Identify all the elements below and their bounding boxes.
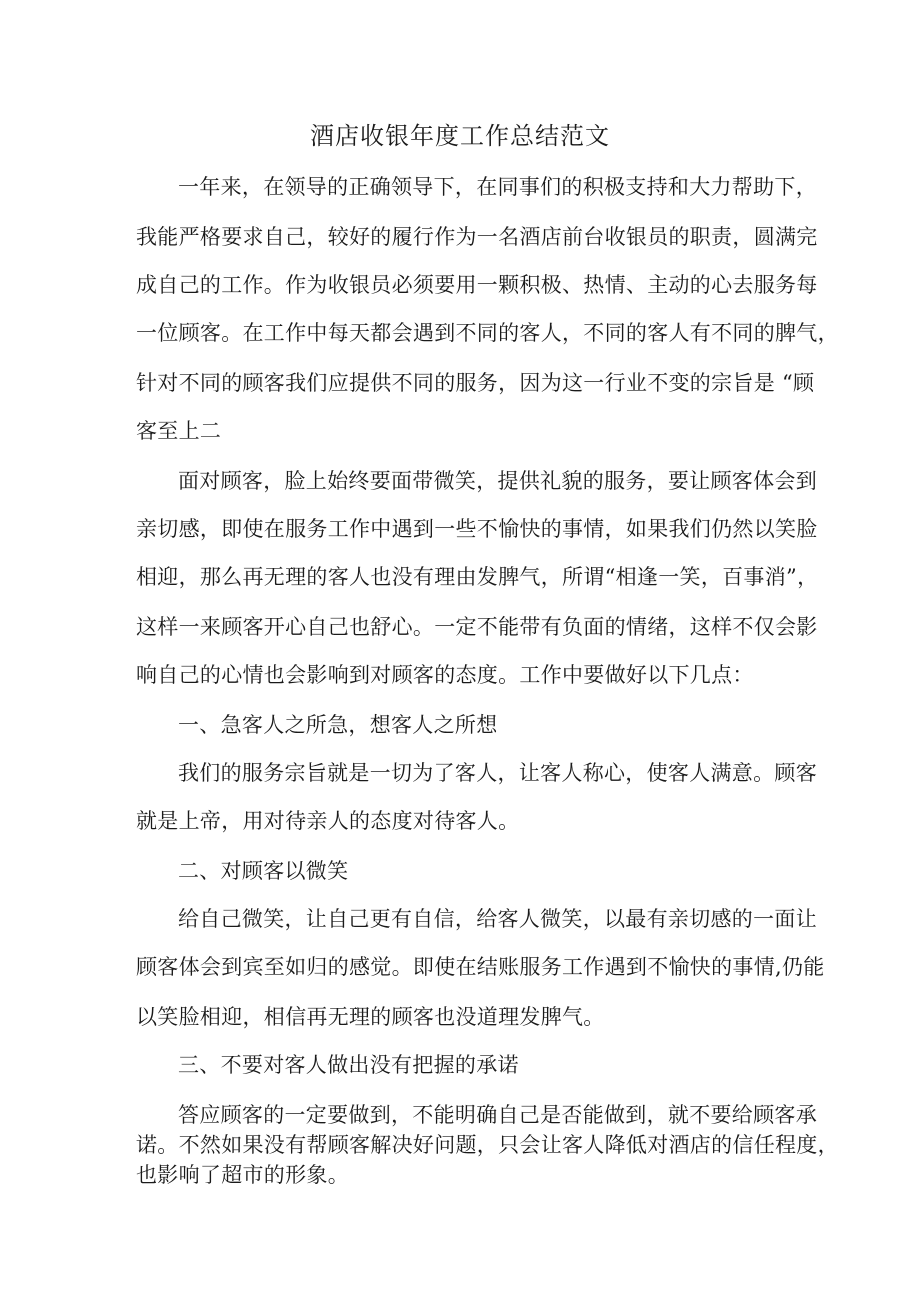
paragraph-line: 诺。不然如果没有帮顾客解决好问题，只会让客人降低对酒店的信任程度， bbox=[136, 1133, 839, 1157]
paragraph-line: 顾客体会到宾至如归的感觉。即使在结账服务工作遇到不愉快的事情,仍能 bbox=[136, 955, 825, 979]
paragraph-line: 给自己微笑，让自己更有自信，给客人微笑，以最有亲切感的一面让 bbox=[178, 907, 817, 931]
paragraph-line: 针对不同的顾客我们应提供不同的服务，因为这一行业不变的宗旨是 “顾 bbox=[136, 371, 815, 395]
paragraph-line: 答应顾客的一定要做到，不能明确自己是否能做到，就不要给顾客承 bbox=[178, 1103, 817, 1127]
paragraph-line: 我能严格要求自己，较好的履行作为一名酒店前台收银员的职责，圆满完 bbox=[136, 225, 818, 249]
paragraph-line: 就是上帝，用对待亲人的态度对待客人。 bbox=[136, 809, 520, 833]
paragraph-line: 也影响了超市的形象。 bbox=[136, 1163, 349, 1187]
document-title: 酒店收银年度工作总结范文 bbox=[310, 122, 610, 150]
section-heading: 二、对顾客以微笑 bbox=[178, 859, 349, 883]
paragraph-line: 客至上二 bbox=[136, 419, 222, 443]
paragraph-line: 相迎，那么再无理的客人也没有理由发脾气，所谓“相逢一笑，百事消”， bbox=[136, 565, 819, 589]
section-heading: 一、急客人之所急，想客人之所想 bbox=[178, 713, 498, 737]
paragraph-line: 面对顾客，脸上始终要面带微笑，提供礼貌的服务，要让顾客体会到 bbox=[178, 469, 817, 493]
paragraph-line: 亲切感，即使在服务工作中遇到一些不愉快的事情，如果我们仍然以笑脸 bbox=[136, 517, 818, 541]
paragraph-line: 一位顾客。在工作中每天都会遇到不同的客人，不同的客人有不同的脾气， bbox=[136, 321, 839, 345]
paragraph-line: 一年来，在领导的正确领导下，在同事们的积极支持和大力帮助下， bbox=[178, 175, 817, 199]
section-heading: 三、不要对客人做出没有把握的承诺 bbox=[178, 1053, 519, 1077]
paragraph-line: 响自己的心情也会影响到对顾客的态度。工作中要做好以下几点： bbox=[136, 663, 754, 687]
paragraph-line: 以笑脸相迎，相信再无理的顾客也没道理发脾气。 bbox=[136, 1005, 605, 1029]
paragraph-line: 我们的服务宗旨就是一切为了客人，让客人称心，使客人满意。顾客 bbox=[178, 761, 817, 785]
paragraph-line: 成自己的工作。作为收银员必须要用一颗积极、热情、主动的心去服务每 bbox=[136, 273, 818, 297]
paragraph-line: 这样一来顾客开心自己也舒心。一定不能带有负面的情绪，这样不仅会影 bbox=[136, 615, 818, 639]
